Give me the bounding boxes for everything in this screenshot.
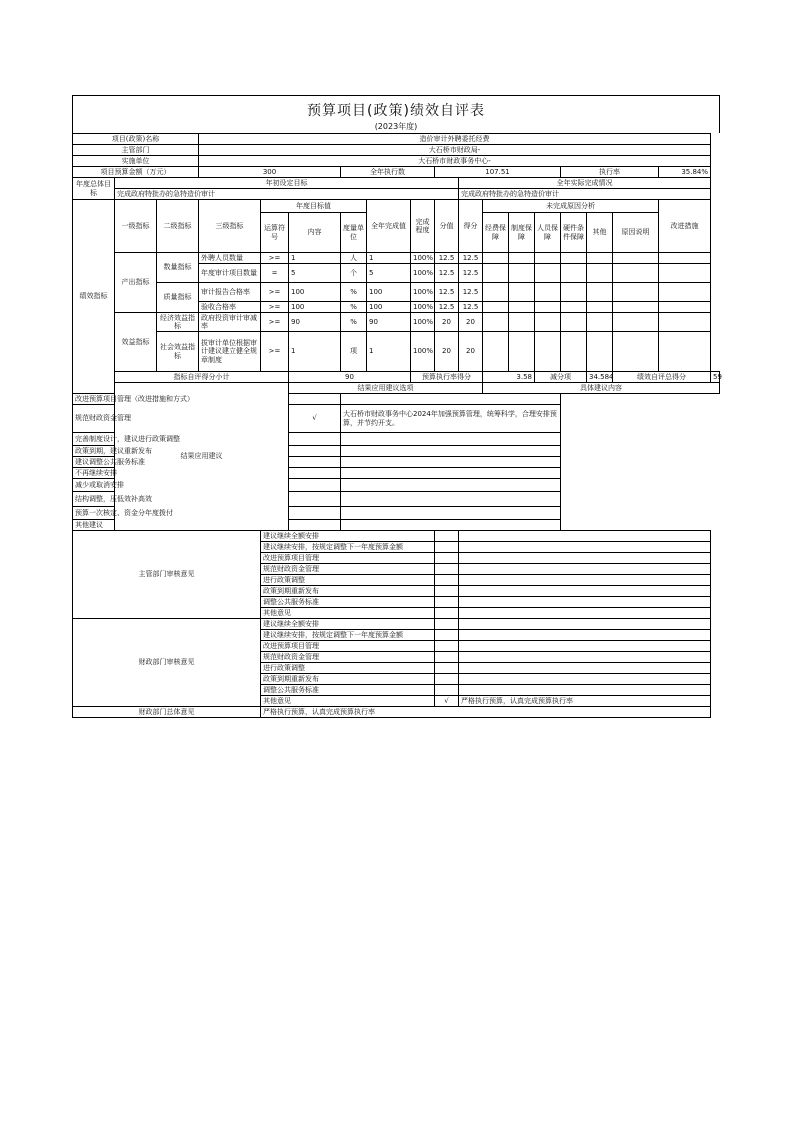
dept-option-check — [435, 542, 459, 553]
finance-option-detail — [459, 652, 711, 663]
result-option-detail — [341, 479, 561, 492]
header-result-detail: 具体建议内容 — [483, 383, 720, 394]
header-level3: 三级指标 — [199, 200, 261, 253]
header-reason-other: 其他 — [587, 213, 613, 253]
result-option-text: 政策到期，建议重新发布 — [73, 446, 289, 457]
indicator-weight: 12.5 — [435, 302, 459, 313]
finance-option-text: 调整公共服务标准 — [261, 685, 435, 696]
indicator-unit: 人 — [341, 253, 367, 264]
indicator-score: 12.5 — [459, 264, 483, 283]
label-overall: 财政部门总体意见 — [73, 707, 261, 718]
dept-option-text: 建议继续安排，按规定调整下一年度预算金额 — [261, 542, 435, 553]
row-dept — [73, 145, 720, 156]
dept-option-detail — [459, 531, 711, 542]
finance-option-detail — [459, 619, 711, 630]
result-option-check: √ — [289, 405, 341, 433]
value-subtotal: 90 — [289, 372, 411, 383]
dept-option-check — [435, 553, 459, 564]
result-option-text: 建议调整公共服务标准 — [73, 457, 289, 468]
page-title: 预算项目(政策)绩效自评表 — [307, 103, 485, 119]
finance-option-check: √ — [435, 696, 459, 707]
indicator-degree: 100% — [411, 283, 435, 302]
value-rate: 35.84% — [659, 167, 711, 178]
indicator-name: 审计报告合格率 — [199, 283, 261, 302]
label-set-goal: 年初设定目标 — [115, 178, 459, 189]
indicator-unit: % — [341, 313, 367, 332]
label-annual-goal: 年度总体目标 — [73, 178, 115, 200]
indicator-op: >= — [261, 313, 289, 332]
indicator-row — [73, 253, 720, 264]
group-social: 社会效益指标 — [157, 332, 199, 372]
indicator-weight: 20 — [435, 332, 459, 372]
indicator-op: >= — [261, 283, 289, 302]
indicator-content: 1 — [289, 253, 341, 264]
result-option-row — [73, 479, 720, 492]
indicator-actual: 100 — [367, 283, 411, 302]
label-finance-review: 财政部门审核意见 — [73, 619, 261, 707]
indicator-degree: 100% — [411, 332, 435, 372]
header-level1: 一级指标 — [115, 200, 157, 253]
result-option-text: 减少或取消安排 — [73, 479, 289, 492]
finance-option-check — [435, 674, 459, 685]
value-overall: 严格执行预算，认真完成预算执行率 — [261, 707, 711, 718]
finance-option-check — [435, 619, 459, 630]
header-improve: 改进措施 — [659, 200, 711, 253]
result-option-text: 完善制度设计，建议进行政策调整 — [73, 433, 289, 446]
row-unit — [73, 156, 720, 167]
row-budget — [73, 167, 720, 178]
finance-option-text: 政策到期重新发布 — [261, 674, 435, 685]
indicator-weight: 12.5 — [435, 253, 459, 264]
finance-option-check — [435, 685, 459, 696]
indicator-actual: 1 — [367, 332, 411, 372]
label-dept: 主管部门 — [73, 145, 199, 156]
dept-option-text: 规范财政资金管理 — [261, 564, 435, 575]
indicator-content: 5 — [289, 264, 341, 283]
result-option-row — [73, 446, 720, 457]
indicator-unit: 项 — [341, 332, 367, 372]
indicator-content: 100 — [289, 302, 341, 313]
finance-option-detail — [459, 674, 711, 685]
finance-option-check — [435, 641, 459, 652]
indicator-degree: 100% — [411, 264, 435, 283]
dept-option-check — [435, 608, 459, 619]
dept-option-text: 其他意见 — [261, 608, 435, 619]
indicator-op: >= — [261, 253, 289, 264]
label-exec: 全年执行数 — [341, 167, 435, 178]
result-option-detail: 大石桥市财政事务中心2024年加强预算管理，统筹科学，合理安排预算，并节约开支。 — [341, 405, 561, 433]
result-option-check — [289, 457, 341, 468]
dept-option-text: 进行政策调整 — [261, 575, 435, 586]
indicator-op: = — [261, 264, 289, 283]
finance-option-text: 建议继续全额安排 — [261, 619, 435, 630]
indicator-row — [73, 332, 720, 372]
result-option-row — [73, 394, 720, 405]
indicator-score: 12.5 — [459, 253, 483, 264]
value-deduct: 34.584 — [587, 372, 613, 383]
header-reason-hardware: 硬件条件保障 — [561, 213, 587, 253]
indicator-row — [73, 283, 720, 302]
result-option-text: 改进预算项目管理（改进措施和方式） — [73, 394, 289, 405]
indicator-name: 验收合格率 — [199, 302, 261, 313]
group-benefit: 效益指标 — [115, 313, 157, 372]
dept-option-detail — [459, 586, 711, 597]
result-option-row — [73, 433, 720, 446]
header-result-options: 结果应用建议选项 — [289, 383, 483, 394]
result-option-detail — [341, 507, 561, 520]
row-result-header — [73, 383, 720, 394]
value-total: 59 — [711, 372, 720, 383]
result-option-text: 结构调整，压低效补高效 — [73, 492, 289, 507]
header-annual-target: 年度目标值 — [261, 200, 367, 213]
finance-option-text: 进行政策调整 — [261, 663, 435, 674]
dept-option-row — [73, 531, 720, 542]
result-option-row — [73, 457, 720, 468]
group-quality: 质量指标 — [157, 283, 199, 313]
evaluation-table — [72, 133, 720, 718]
header-score: 得分 — [459, 200, 483, 253]
dept-option-detail — [459, 564, 711, 575]
row-overall — [73, 707, 720, 718]
indicator-weight: 20 — [435, 313, 459, 332]
row-goal-header — [73, 178, 720, 189]
row-project-name — [73, 134, 720, 145]
indicator-op: >= — [261, 332, 289, 372]
label-budget: 项目预算金额（万元） — [73, 167, 199, 178]
result-option-detail — [341, 457, 561, 468]
dept-option-check — [435, 531, 459, 542]
finance-option-detail — [459, 685, 711, 696]
finance-option-text: 规范财政资金管理 — [261, 652, 435, 663]
dept-option-check — [435, 564, 459, 575]
finance-option-check — [435, 663, 459, 674]
indicator-score: 12.5 — [459, 283, 483, 302]
indicator-unit: % — [341, 283, 367, 302]
header-unit: 度量单位 — [341, 213, 367, 253]
result-option-check — [289, 433, 341, 446]
dept-option-detail — [459, 553, 711, 564]
indicator-name: 拔审计单位根据审计建议建立健全规章制度 — [199, 332, 261, 372]
result-option-text: 预算一次核定、资金分年度拨付 — [73, 507, 289, 520]
result-option-row — [73, 468, 720, 479]
finance-option-detail: 严格执行预算，认真完成预算执行率 — [459, 696, 711, 707]
row-goal-values — [73, 189, 720, 200]
result-option-check — [289, 479, 341, 492]
label-dept-review: 主管部门审核意见 — [73, 531, 261, 619]
header-reason-note: 原因说明 — [613, 213, 659, 253]
result-option-detail — [341, 446, 561, 457]
group-economic: 经济效益指标 — [157, 313, 199, 332]
label-project-name: 项目(政策)名称 — [73, 134, 199, 145]
result-option-check — [289, 492, 341, 507]
title-block — [72, 95, 720, 133]
result-option-text: 其他建议 — [73, 520, 289, 531]
value-actual-goal: 完成政府特批办的急特造价审计 — [459, 189, 711, 200]
header-degree: 完成程度 — [411, 200, 435, 253]
finance-option-check — [435, 630, 459, 641]
indicator-actual: 1 — [367, 253, 411, 264]
indicator-op: >= — [261, 302, 289, 313]
dept-option-check — [435, 597, 459, 608]
indicator-name: 外聘人员数量 — [199, 253, 261, 264]
finance-option-text: 建议继续安排，按规定调整下一年度预算金额 — [261, 630, 435, 641]
value-project-name: 造价审计外聘委托经费 — [199, 134, 711, 145]
result-option-check — [289, 446, 341, 457]
value-budget: 300 — [199, 167, 341, 178]
indicator-unit: 个 — [341, 264, 367, 283]
dept-option-detail — [459, 542, 711, 553]
indicator-weight: 12.5 — [435, 283, 459, 302]
page-subtitle-year: (2023年度) — [374, 122, 418, 131]
row-summary — [73, 372, 720, 383]
group-quantity: 数量指标 — [157, 253, 199, 283]
label-perf-indicators: 绩效指标 — [73, 200, 115, 394]
finance-option-text: 改进预算项目管理 — [261, 641, 435, 652]
indicator-actual: 100 — [367, 302, 411, 313]
value-dept: 大石桥市财政局- — [199, 145, 711, 156]
label-rate: 执行率 — [561, 167, 659, 178]
header-reasons: 未完成原因分析 — [483, 200, 659, 213]
finance-option-detail — [459, 630, 711, 641]
finance-option-detail — [459, 663, 711, 674]
header-reason-funding: 经费保障 — [483, 213, 509, 253]
group-output: 产出指标 — [115, 253, 157, 313]
indicator-unit: % — [341, 302, 367, 313]
dept-option-text: 政策到期重新发布 — [261, 586, 435, 597]
result-option-text: 规范财政资金管理 — [73, 405, 289, 433]
dept-option-text: 调整公共服务标准 — [261, 597, 435, 608]
finance-option-detail — [459, 641, 711, 652]
indicator-degree: 100% — [411, 253, 435, 264]
label-result-apply: 结果应用建议 — [115, 383, 289, 531]
result-option-row — [73, 492, 720, 507]
indicator-actual: 90 — [367, 313, 411, 332]
finance-option-check — [435, 652, 459, 663]
dept-option-detail — [459, 597, 711, 608]
row-indicator-header-1 — [73, 200, 720, 213]
value-budget-score: 3.58 — [483, 372, 535, 383]
header-reason-system: 制度保障 — [509, 213, 535, 253]
result-option-detail — [341, 492, 561, 507]
result-option-row — [73, 520, 720, 531]
indicator-content: 1 — [289, 332, 341, 372]
header-weight: 分值 — [435, 200, 459, 253]
result-option-detail — [341, 433, 561, 446]
indicator-score: 20 — [459, 313, 483, 332]
indicator-content: 90 — [289, 313, 341, 332]
dept-option-detail — [459, 608, 711, 619]
header-level2: 二级指标 — [157, 200, 199, 253]
label-budget-score: 预算执行率得分 — [411, 372, 483, 383]
indicator-degree: 100% — [411, 302, 435, 313]
result-option-check — [289, 507, 341, 520]
header-reason-staff: 人员保障 — [535, 213, 561, 253]
result-option-check — [289, 468, 341, 479]
header-actual: 全年完成值 — [367, 200, 411, 253]
result-option-row — [73, 507, 720, 520]
indicator-content: 100 — [289, 283, 341, 302]
value-exec: 107.51 — [435, 167, 561, 178]
indicator-actual: 5 — [367, 264, 411, 283]
result-option-detail — [341, 468, 561, 479]
result-option-detail — [341, 394, 561, 405]
header-content: 内容 — [289, 213, 341, 253]
indicator-row — [73, 313, 720, 332]
label-deduct: 减分项 — [535, 372, 587, 383]
indicator-name: 政府投资审计审减率 — [199, 313, 261, 332]
indicator-score: 20 — [459, 332, 483, 372]
dept-option-text: 建议继续全额安排 — [261, 531, 435, 542]
label-actual-goal: 全年实际完成情况 — [459, 178, 711, 189]
dept-option-text: 改进预算项目管理 — [261, 553, 435, 564]
dept-option-check — [435, 586, 459, 597]
indicator-name: 年度审计项目数量 — [199, 264, 261, 283]
result-option-check — [289, 520, 341, 531]
indicator-weight: 12.5 — [435, 264, 459, 283]
label-total: 绩效自评总得分 — [613, 372, 711, 383]
header-operator: 运算符号 — [261, 213, 289, 253]
finance-option-row — [73, 619, 720, 630]
label-subtotal: 指标自评得分小计 — [115, 372, 289, 383]
result-option-check — [289, 394, 341, 405]
dept-option-check — [435, 575, 459, 586]
value-unit: 大石桥市财政事务中心- — [199, 156, 711, 167]
evaluation-sheet — [72, 95, 720, 718]
dept-option-detail — [459, 575, 711, 586]
result-option-detail — [341, 520, 561, 531]
indicator-score: 12.5 — [459, 302, 483, 313]
finance-option-text: 其他意见 — [261, 696, 435, 707]
indicator-degree: 100% — [411, 313, 435, 332]
result-option-row — [73, 405, 720, 433]
label-unit: 实施单位 — [73, 156, 199, 167]
value-set-goal: 完成政府特批办的急特造价审计 — [115, 189, 459, 200]
result-option-text: 不再继续安排 — [73, 468, 289, 479]
